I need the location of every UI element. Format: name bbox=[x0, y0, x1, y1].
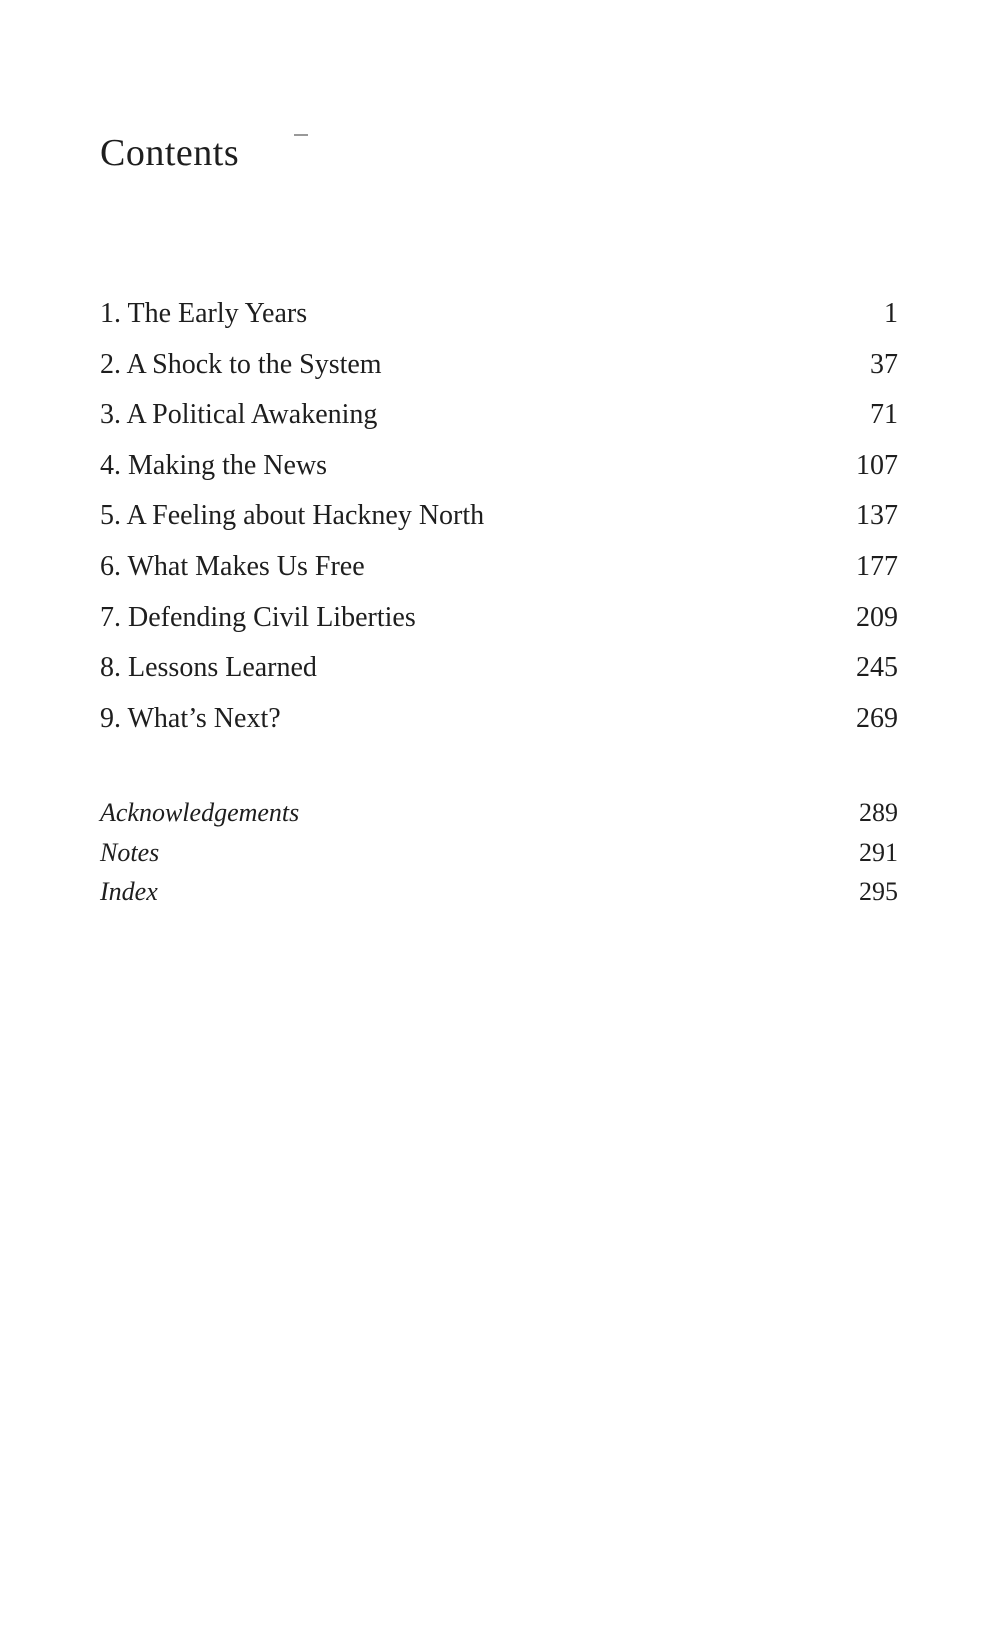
back-matter-title: Notes bbox=[100, 837, 160, 867]
page-number: 295 bbox=[859, 877, 898, 906]
page-title: Contents bbox=[100, 132, 240, 174]
page-number: 289 bbox=[859, 798, 898, 827]
page-number: 137 bbox=[856, 500, 898, 532]
chapter-title: 2. A Shock to the System bbox=[100, 348, 382, 380]
toc-entry bbox=[100, 601, 898, 655]
page-number: 209 bbox=[856, 601, 898, 633]
toc-entry bbox=[100, 837, 898, 880]
toc-entry bbox=[100, 879, 898, 919]
toc-entry bbox=[100, 348, 898, 402]
chapter-title: 5. A Feeling about Hackney North bbox=[100, 500, 485, 532]
toc-entry bbox=[100, 800, 898, 840]
page-number: 1 bbox=[884, 298, 898, 329]
back-matter-title: Index bbox=[100, 877, 158, 906]
toc-entry bbox=[100, 300, 898, 351]
page-number: 177 bbox=[856, 550, 898, 582]
toc-entry bbox=[100, 702, 898, 756]
back-matter-list bbox=[100, 800, 898, 919]
print-mark bbox=[294, 134, 308, 136]
page-number: 71 bbox=[870, 399, 898, 431]
chapter-title: 6. What Makes Us Free bbox=[100, 550, 365, 582]
page-number: 37 bbox=[870, 348, 898, 380]
page-number: 107 bbox=[856, 449, 898, 481]
toc-entry bbox=[100, 449, 898, 503]
back-matter-title: Acknowledgements bbox=[100, 798, 300, 827]
chapter-title: 1. The Early Years bbox=[100, 298, 308, 329]
toc-entry bbox=[100, 654, 898, 705]
chapter-title: 8. Lessons Learned bbox=[100, 652, 317, 684]
toc-entry bbox=[100, 502, 898, 553]
chapter-list bbox=[100, 300, 898, 755]
toc-entry bbox=[100, 550, 898, 604]
toc-entry bbox=[100, 401, 898, 452]
page-number: 291 bbox=[859, 837, 898, 867]
chapter-title: 7. Defending Civil Liberties bbox=[100, 601, 416, 633]
chapter-title: 4. Making the News bbox=[100, 449, 328, 481]
chapter-title: 9. What’s Next? bbox=[100, 702, 281, 734]
page-number: 269 bbox=[856, 702, 898, 734]
chapter-title: 3. A Political Awakening bbox=[100, 399, 378, 431]
page-number: 245 bbox=[856, 652, 898, 684]
